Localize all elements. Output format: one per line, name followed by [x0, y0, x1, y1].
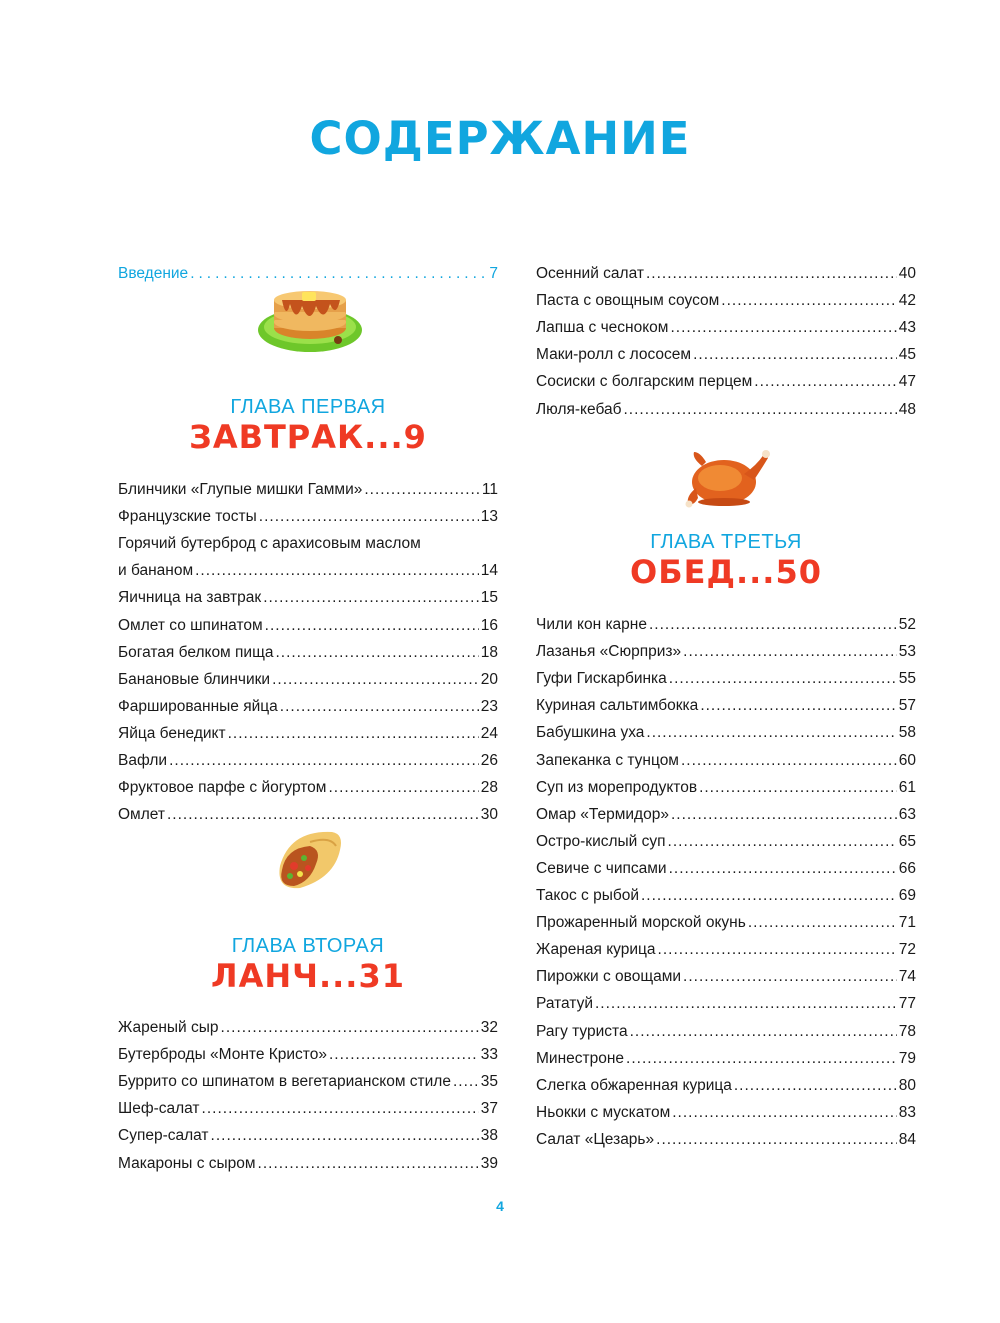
toc-entry[interactable]	[118, 1041, 498, 1068]
toc-entry-page: 40	[898, 265, 916, 282]
toc-entry-page: 45	[898, 346, 916, 364]
toc-entry-page: 43	[898, 319, 916, 337]
toc-entry-title: Яичница на завтрак	[118, 589, 262, 607]
toc-entry-title: Яйца бенедикт	[118, 724, 226, 742]
toc-entry-title: Прожаренный морской окунь	[536, 914, 746, 932]
toc-intro-row[interactable]	[118, 260, 498, 287]
toc-entry-title: Запеканка с тунцом	[536, 751, 679, 769]
toc-entry[interactable]	[536, 1099, 916, 1126]
toc-entry[interactable]	[118, 666, 498, 693]
toc-entry-title: и бананом	[118, 562, 194, 580]
pancakes-icon	[256, 290, 364, 356]
toc-entry[interactable]	[536, 828, 916, 855]
toc-entry[interactable]	[536, 611, 916, 638]
toc-entry[interactable]	[536, 855, 916, 882]
toc-entry-page: 84	[898, 1130, 916, 1148]
toc-entry[interactable]	[536, 1126, 916, 1153]
toc-entry-title: Чили кон карне	[536, 616, 647, 633]
toc-entry-page: 35	[480, 1073, 498, 1091]
page-title: СОДЕРЖАНИЕ	[309, 112, 691, 165]
toc-entry-page: 30	[480, 806, 498, 824]
toc-entry-page: 13	[480, 508, 498, 526]
toc-entry[interactable]	[118, 557, 498, 584]
toc-entry-title: Сосиски с болгарским перцем	[536, 373, 753, 391]
toc-entry[interactable]	[536, 882, 916, 909]
toc-entry[interactable]	[536, 341, 916, 368]
toc-entry-page: 42	[898, 292, 916, 310]
toc-entry-title: Макароны с сыром	[118, 1154, 256, 1172]
toc-entry[interactable]	[536, 314, 916, 341]
chapter1-title: ЗАВТРАК...9	[189, 418, 427, 456]
toc-entry-title: Жареная курица	[536, 941, 656, 959]
toc-entry[interactable]	[536, 719, 916, 746]
toc-entry-title: Остро-кислый суп	[536, 832, 666, 850]
toc-entry[interactable]	[536, 747, 916, 774]
toc-entry[interactable]	[118, 612, 498, 639]
toc-entry-page: 47	[898, 373, 916, 391]
toc-entry-title: Фруктовое парфе с йогуртом	[118, 779, 327, 797]
toc-entry-title: Куриная сальтимбокка	[536, 697, 699, 715]
toc-entry[interactable]	[536, 963, 916, 990]
toc-entry[interactable]	[118, 693, 498, 720]
toc-entry-page: 23	[480, 697, 498, 715]
toc-entry-title: Омар «Термидор»	[536, 805, 669, 823]
toc-entry-title: Омлет	[118, 806, 165, 824]
toc-entry-title: Гуфи Гискарбинка	[536, 670, 667, 688]
toc-intro-page: 7	[489, 265, 498, 282]
toc-entry-title: Пирожки с овощами	[536, 968, 682, 986]
toc-entry-title: Ньокки с мускатом	[536, 1103, 671, 1121]
toc-intro-label: Введение	[118, 265, 189, 282]
toc-entry-page: 26	[480, 752, 498, 769]
toc-entry-page: 32	[480, 1019, 498, 1036]
toc-right-column	[536, 0, 916, 1323]
burrito-icon	[270, 826, 350, 892]
toc-entry-page: 48	[898, 400, 916, 418]
toc-entry-title: Рататуй	[536, 995, 593, 1013]
toc-entry-title: Паста с овощным соусом	[536, 292, 720, 310]
toc-entry[interactable]	[118, 1150, 498, 1177]
toc-entry[interactable]	[536, 260, 916, 287]
toc-entry[interactable]	[118, 639, 498, 666]
toc-entry-page: 77	[898, 995, 916, 1013]
toc-entry[interactable]	[118, 774, 498, 801]
toc-entry[interactable]	[536, 909, 916, 936]
toc-entry-title: Осенний салат	[536, 265, 644, 282]
toc-entry-page: 72	[898, 941, 916, 959]
toc-entry[interactable]	[536, 1018, 916, 1045]
toc-entry[interactable]	[536, 287, 916, 314]
toc-entry-title: Буррито со шпинатом в вегетарианском стиле	[118, 1073, 451, 1091]
toc-entry-page: 18	[480, 643, 498, 661]
toc-entry[interactable]	[536, 1045, 916, 1072]
toc-entry-title: Лазанья «Сюрприз»	[536, 643, 682, 661]
toc-entry-page: 37	[480, 1100, 498, 1118]
toc-entry-title: Французские тосты	[118, 508, 257, 526]
toc-entry-title: Рагу туриста	[536, 1022, 628, 1040]
chapter1-label: ГЛАВА ПЕРВАЯ	[230, 396, 386, 418]
chapter2-label: ГЛАВА ВТОРАЯ	[231, 935, 385, 957]
toc-entry[interactable]	[118, 747, 498, 774]
toc-entry[interactable]	[536, 774, 916, 801]
toc-entry-title: Фаршированные яйца	[118, 697, 278, 715]
toc-entry-title: Бутерброды «Монте Кристо»	[118, 1046, 327, 1064]
toc-entry-title: Жареный сыр	[118, 1019, 219, 1036]
toc-entry-page: 53	[898, 643, 916, 661]
toc-entry-page: 14	[480, 562, 498, 580]
toc-entry-page: 55	[898, 670, 916, 688]
toc-entry-page: 63	[898, 805, 916, 823]
toc-entry-page: 33	[480, 1046, 498, 1064]
toc-entry-title: Салат «Цезарь»	[536, 1130, 655, 1148]
toc-entry-page: 28	[480, 779, 498, 797]
toc-entry-title: Вафли	[118, 752, 168, 769]
toc-entry-title: Лапша с чесноком	[536, 319, 669, 337]
page-number: 4	[496, 1198, 504, 1214]
toc-entry[interactable]	[118, 801, 498, 828]
toc-entry-title: Минестроне	[536, 1049, 625, 1067]
toc-entry-title: Такос с рыбой	[536, 887, 639, 904]
toc-entry-page: 24	[480, 724, 498, 742]
toc-entry-page: 58	[898, 724, 916, 742]
toc-entry-page: 16	[480, 616, 498, 634]
toc-entry-page: 74	[898, 968, 916, 986]
toc-entry[interactable]	[118, 584, 498, 611]
chapter2-title: ЛАНЧ...31	[211, 957, 405, 995]
toc-entry-page: 83	[898, 1103, 916, 1121]
toc-entry[interactable]	[536, 368, 916, 395]
toc-entry-title: Горячий бутерброд с арахисовым маслом	[118, 535, 421, 553]
toc-entry-title: Омлет со шпинатом	[118, 616, 263, 634]
toc-entry-page: 11	[481, 481, 498, 498]
toc-left-column	[118, 0, 498, 1323]
toc-entry-title: Супер-салат	[118, 1127, 209, 1145]
toc-entry-page: 38	[480, 1127, 498, 1145]
toc-entry[interactable]	[118, 1122, 498, 1149]
toc-entry-page: 52	[898, 616, 916, 633]
toc-entry-page: 61	[898, 778, 916, 796]
toc-entry[interactable]	[536, 638, 916, 665]
toc-entry-title: Шеф-салат	[118, 1100, 200, 1118]
toc-entry-page: 60	[898, 751, 916, 769]
toc-entry[interactable]	[536, 936, 916, 963]
toc-entry[interactable]	[118, 1068, 498, 1095]
toc-entry[interactable]	[536, 396, 916, 423]
toc-entry-page: 71	[898, 914, 916, 932]
chapter3-title: ОБЕД...50	[630, 553, 822, 591]
toc-entry-page: 69	[898, 887, 916, 904]
toc-entry[interactable]	[536, 1072, 916, 1099]
chapter3-label: ГЛАВА ТРЕТЬЯ	[650, 531, 802, 553]
toc-entry-page: 79	[898, 1049, 916, 1067]
toc-entry-title: Слегка обжаренная курица	[536, 1076, 732, 1094]
roast-chicken-icon	[684, 446, 770, 508]
toc-entry-page: 65	[898, 832, 916, 850]
toc-entry[interactable]	[118, 1014, 498, 1041]
toc-entry-title: Бабушкина уха	[536, 724, 645, 742]
toc-entry-title: Блинчики «Глупые мишки Гамми»	[118, 481, 363, 498]
toc-entry-title: Богатая белком пища	[118, 643, 274, 661]
toc-entry-page: 15	[480, 589, 498, 607]
toc-entry[interactable]	[118, 503, 498, 530]
toc-entry[interactable]	[118, 720, 498, 747]
toc-entry-title: Суп из морепродуктов	[536, 778, 698, 796]
toc-entry[interactable]	[118, 1095, 498, 1122]
toc-entry[interactable]	[118, 530, 498, 557]
toc-entry-title: Банановые блинчики	[118, 670, 271, 688]
toc-entry[interactable]	[536, 692, 916, 719]
toc-entry-page: 39	[480, 1154, 498, 1172]
toc-entry-title: Люля-кебаб	[536, 400, 622, 418]
toc-entry[interactable]	[118, 476, 498, 503]
toc-entry-page: 20	[480, 670, 498, 688]
toc-entry-page: 57	[898, 697, 916, 715]
toc-entry[interactable]	[536, 801, 916, 828]
toc-entry-title: Маки-ролл с лососем	[536, 346, 692, 364]
toc-entry[interactable]	[536, 990, 916, 1017]
toc-entry-page: 80	[898, 1076, 916, 1094]
toc-entry-title: Севиче с чипсами	[536, 859, 667, 877]
toc-entry-page: 78	[898, 1022, 916, 1040]
toc-entry[interactable]	[536, 665, 916, 692]
toc-entry-page: 66	[898, 859, 916, 877]
